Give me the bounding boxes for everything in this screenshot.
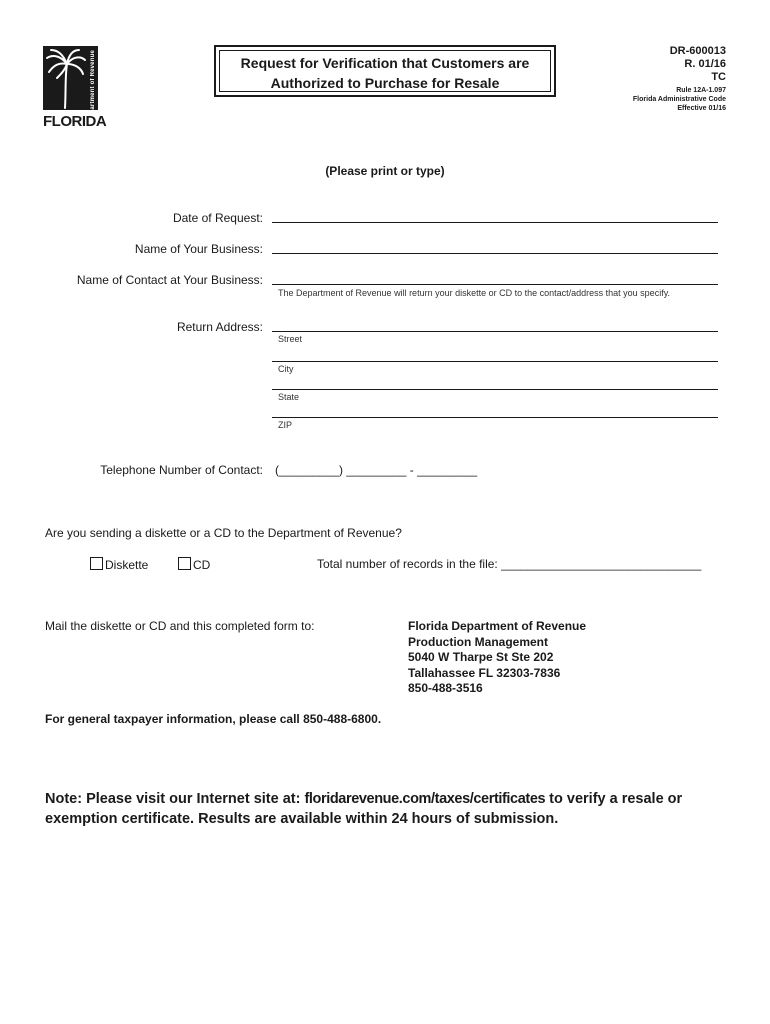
- rule-block: [633, 86, 726, 113]
- city-caption: City: [278, 364, 294, 374]
- diskette-label: Diskette: [105, 558, 149, 572]
- form-title-line1: Request for Verification that Customers are: [240, 55, 530, 71]
- contact-name-field[interactable]: [272, 284, 718, 285]
- diskette-option[interactable]: [90, 557, 148, 572]
- note-paragraph: [45, 789, 735, 829]
- date-label: Date of Request:: [172, 211, 263, 225]
- diskette-checkbox[interactable]: [90, 557, 103, 570]
- street-field[interactable]: [272, 331, 718, 332]
- form-number: DR-600013: [669, 45, 726, 57]
- mail-line-3: 5040 W Tharpe St Ste 202: [408, 650, 554, 664]
- date-field[interactable]: [272, 222, 718, 223]
- mail-line-5: 850-488-3516: [408, 681, 483, 695]
- cd-label: CD: [193, 558, 211, 572]
- cd-checkbox[interactable]: [178, 557, 191, 570]
- form-revision: R. 01/16: [684, 58, 726, 70]
- florida-logo: [43, 46, 98, 122]
- state-field[interactable]: [272, 389, 718, 390]
- business-name-field[interactable]: [272, 253, 718, 254]
- website-link[interactable]: floridarevenue.com/taxes/certificates: [304, 791, 546, 807]
- form-identifier: [670, 45, 726, 84]
- mail-instruction: Mail the diskette or CD and this completed form to:: [45, 619, 315, 633]
- effective-date: Effective 01/16: [677, 105, 726, 112]
- note-suffix: to verify a resale or exemption certificate. Results are available within 24 hours of submission.: [45, 791, 683, 827]
- general-info: For general taxpayer information, please call 850-488-6800.: [45, 712, 382, 726]
- telephone-field[interactable]: (_________) _________ - _________: [275, 463, 478, 477]
- telephone-label: Telephone Number of Contact:: [100, 463, 263, 477]
- return-address-label: Return Address:: [176, 320, 263, 334]
- state-caption: State: [278, 392, 300, 402]
- street-caption: Street: [278, 334, 303, 344]
- logo-florida-word: FLORIDA: [43, 113, 107, 130]
- logo-department-text: Department of Revenue: [90, 50, 96, 122]
- zip-field[interactable]: [272, 417, 718, 418]
- print-instruction: (Please print or type): [325, 164, 445, 178]
- mail-line-4: Tallahassee FL 32303-7836: [408, 665, 561, 680]
- form-tc: TC: [711, 71, 726, 83]
- admin-code: Florida Administrative Code: [632, 96, 726, 103]
- mail-line-1: Florida Department of Revenue: [408, 619, 587, 633]
- records-count-field[interactable]: Total number of records in the file: ______________________________: [317, 557, 702, 571]
- contact-name-label: Name of Contact at Your Business:: [76, 273, 263, 287]
- business-name-label: Name of Your Business:: [134, 242, 263, 256]
- city-field[interactable]: [272, 361, 718, 362]
- cd-option[interactable]: [178, 557, 210, 572]
- form-title-line2: Authorized to Purchase for Resale: [270, 75, 500, 91]
- form-title-box: [214, 45, 556, 97]
- note-prefix: Note: Please visit our Internet site at:: [45, 791, 305, 807]
- mailing-address: [408, 619, 586, 697]
- contact-note: The Department of Revenue will return your diskette or CD to the contact/address that you specify.: [278, 288, 671, 298]
- mail-line-2: Production Management: [408, 634, 549, 649]
- rule-number: Rule 12A-1.097: [676, 87, 726, 94]
- zip-caption: ZIP: [278, 420, 293, 430]
- media-question: Are you sending a diskette or a CD to the Department of Revenue?: [45, 526, 402, 540]
